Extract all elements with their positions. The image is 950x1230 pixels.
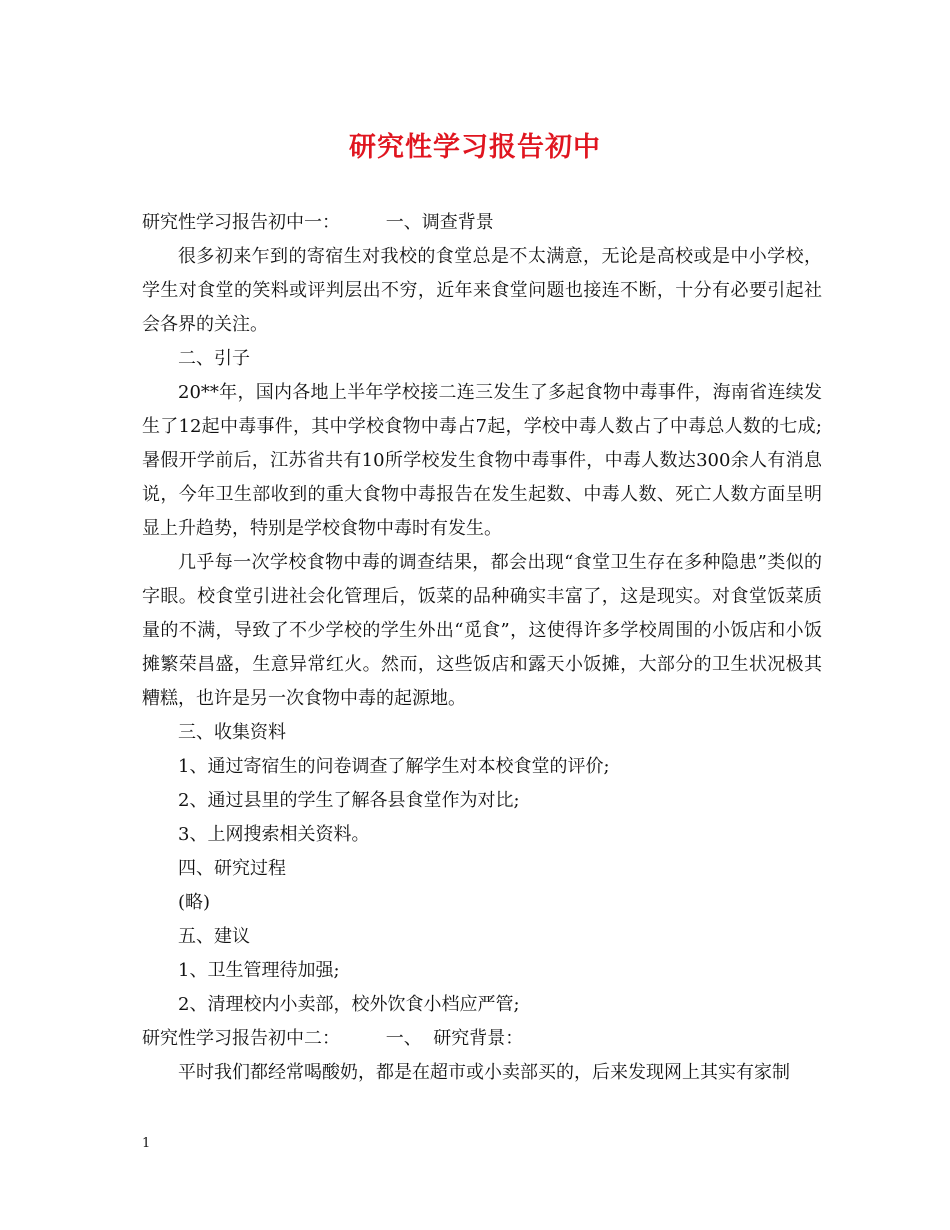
section-heading-report-2: 研究性学习报告初中二： 一、 研究背景：	[142, 1028, 524, 1049]
paragraph: 很多初来乍到的寄宿生对我校的食堂总是不太满意，无论是高校或是中小学校，学生对食堂的笑料或评判层出不穷，近年来食堂问题也接连不断，十分有必要引起社会各界的关注。	[142, 246, 822, 335]
list-item: 1、卫生管理待加强;	[178, 960, 340, 981]
section-heading: 二、引子	[178, 348, 250, 369]
page-number: 1	[142, 1136, 151, 1151]
list-item: 2、清理校内小卖部，校外饮食小档应严管;	[178, 994, 520, 1015]
section-heading: 三、收集资料	[178, 722, 286, 743]
paragraph: (略)	[178, 892, 211, 913]
paragraph: 几乎每一次学校食物中毒的调查结果，都会出现“食堂卫生存在多种隐患”类似的字眼。校食堂引进社会化管理后，饭菜的品种确实丰富了，这是现实。对食堂饭菜质量的不满，导致了不少学校的学生外出“觅食”，这使得许多学校周围的小饭店和小饭摊繁荣昌盛，生意异常红火。然而，这些饭店和露天小饭摊，大部分的卫生状况极其糟糕，也许是另一次食物中毒的起源地。	[142, 552, 822, 709]
document-body	[142, 206, 822, 1090]
list-item: 3、上网搜索相关资料。	[178, 824, 370, 845]
document-title: 研究性学习报告初中	[349, 132, 601, 163]
section-heading-report-1: 研究性学习报告初中一： 一、调查背景	[142, 212, 494, 233]
paragraph: 20**年，国内各地上半年学校接二连三发生了多起食物中毒事件，海南省连续发生了12起中毒事件，其中学校食物中毒占7起，学校中毒人数占了中毒总人数的七成;暑假开学前后，江苏省共有10所学校发生食物中毒事件，中毒人数达300余人有消息说，今年卫生部收到的重大食物中毒报告在发生起数、中毒人数、死亡人数方面呈明显上升趋势，特别是学校食物中毒时有发生。	[142, 382, 822, 539]
list-item: 1、通过寄宿生的问卷调查了解学生对本校食堂的评价;	[178, 756, 610, 777]
section-heading: 四、研究过程	[178, 858, 286, 879]
section-heading: 五、建议	[178, 926, 250, 947]
list-item: 2、通过县里的学生了解各县食堂作为对比;	[178, 790, 520, 811]
paragraph: 平时我们都经常喝酸奶，都是在超市或小卖部买的，后来发现网上其实有家制	[178, 1062, 790, 1083]
